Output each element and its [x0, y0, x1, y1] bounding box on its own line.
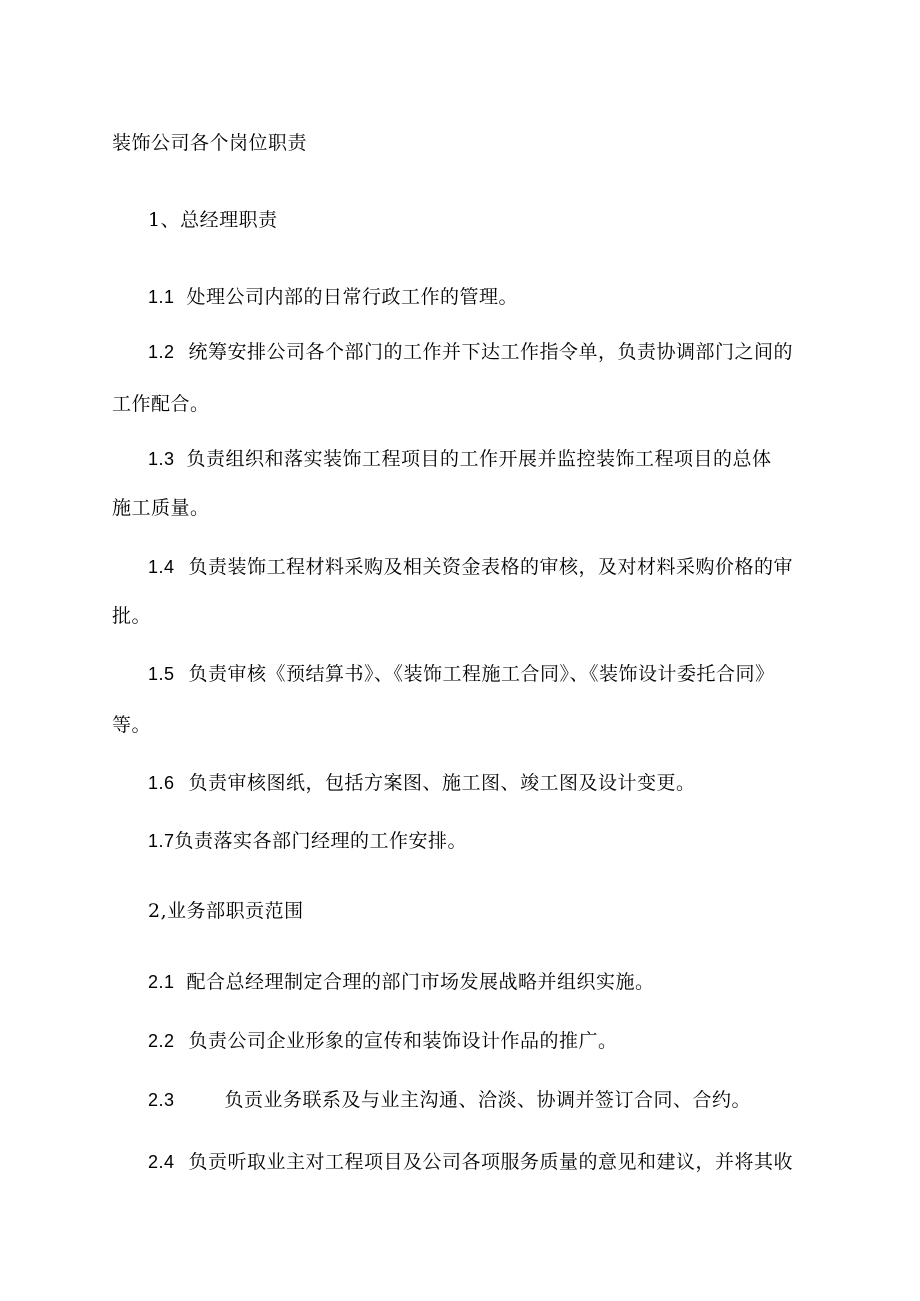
- item-number: 1.7: [148, 831, 175, 851]
- item-1-6: [148, 771, 696, 795]
- item-1-4-continuation: 批。: [112, 605, 152, 627]
- item-number: 2.1: [148, 972, 175, 992]
- item-text: 处理公司内部的日常行政工作的管理。: [186, 286, 519, 308]
- item-text: 统筹安排公司各个部门的工作并下达工作指令单，负责协调部门之间的: [188, 341, 794, 363]
- item-text: 负贡业务联系及与业主沟通、洽淡、协调并签订合同、合约。: [224, 1089, 752, 1111]
- item-2-3: [148, 1088, 751, 1112]
- item-number: 1.5: [148, 664, 175, 684]
- item-number: 1.1: [148, 287, 175, 307]
- item-text: 配合总经理制定合理的部门市场发展战略并组织实施。: [186, 971, 655, 993]
- item-2-2: [148, 1029, 618, 1053]
- item-1-5-continuation: 等。: [112, 714, 152, 736]
- item-number: 1.3: [148, 449, 175, 469]
- item-text: 负贡听取业主对工程项目及公司各项服务质量的意见和建议，并将其收: [188, 1151, 794, 1173]
- item-number: 2.2: [148, 1031, 175, 1051]
- item-number: 1.2: [148, 342, 175, 362]
- item-number: 1.4: [148, 557, 175, 577]
- section-1-heading: 1、总经理职责: [148, 209, 278, 231]
- item-1-3: [148, 447, 772, 471]
- item-text: 负责落实各部门经理的工作安排。: [174, 830, 468, 852]
- item-text: 负责审核《预结算书》、《装饰工程施工合同》、《装饰设计委托合同》: [188, 663, 775, 685]
- item-1-5: [148, 662, 775, 686]
- item-2-1: [148, 970, 655, 994]
- item-2-4: [148, 1150, 793, 1174]
- item-number: 2.3: [148, 1090, 175, 1110]
- item-1-4: [148, 555, 793, 579]
- document-title: 装饰公司各个岗位职责: [112, 132, 308, 154]
- item-number: 2.4: [148, 1152, 175, 1172]
- item-text: 负责公司企业形象的宣传和装饰设计作品的推广。: [188, 1030, 618, 1052]
- item-1-1: [148, 285, 518, 309]
- item-number: 1.6: [148, 773, 175, 793]
- item-1-3-continuation: 施工质量。: [112, 497, 210, 519]
- item-text: 负责装饰工程材料采购及相关资金表格的审核，及对材料采购价格的审: [188, 556, 794, 578]
- item-text: 负责组织和落实装饰工程项目的工作开展并监控装饰工程项目的总体: [186, 448, 772, 470]
- item-1-2: [148, 340, 793, 364]
- item-1-7: [148, 829, 467, 853]
- section-2-heading: 2,业务部职贡范围: [148, 900, 304, 922]
- item-text: 负责审核图纸，包括方案图、施工图、竣工图及设计变更。: [188, 772, 696, 794]
- item-1-2-continuation: 工作配合。: [112, 393, 210, 415]
